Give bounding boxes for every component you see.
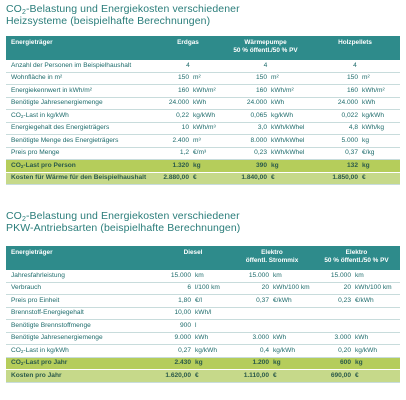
- table-row: [6, 270, 400, 282]
- row-label: Kosten für Wärme für den Beispielhaushalt: [6, 172, 155, 185]
- unit-cell: €: [271, 370, 313, 383]
- row-label: Jahresfahrleistung: [6, 270, 155, 282]
- row-label: Brennstoff-Energiegehalt: [6, 307, 155, 320]
- value-cell: 1.850,00: [310, 172, 360, 185]
- unit-cell: kWh: [271, 332, 313, 345]
- header-elektro-pv: Elektro 50 % öffentl./50 % PV: [313, 246, 400, 270]
- unit-cell: kWh: [269, 97, 310, 110]
- value-cell: 0,37: [310, 147, 360, 160]
- car-title: $CO_2$-Belastung und Energiekosten verschiedener PKW-Antriebsarten (beispielhafte Berechnungen): [6, 210, 241, 234]
- value-cell: 0,022: [310, 110, 360, 123]
- unit-cell: kg: [271, 357, 313, 370]
- value-cell: 160: [155, 85, 191, 98]
- table-row: [6, 60, 400, 72]
- row-label: $CO_2$-Last in kg/kWh: [6, 345, 155, 358]
- unit-cell: €/kWh: [271, 295, 313, 308]
- table-row: [6, 345, 400, 358]
- unit-cell: €/m³: [191, 147, 221, 160]
- row-label: $CO_2$-Last pro Person: [6, 160, 155, 173]
- value-cell: 10,00: [155, 307, 193, 320]
- value-cell: 0,23: [313, 295, 353, 308]
- unit-cell: [353, 320, 400, 333]
- value-cell: 1,80: [155, 295, 193, 308]
- row-label: $CO_2$-Last in kg/kWh: [6, 110, 155, 123]
- row-label: Energiekennwert in kWh/m²: [6, 85, 155, 98]
- car-table: [6, 246, 400, 383]
- unit-cell: [353, 307, 400, 320]
- unit-cell: kg: [269, 160, 310, 173]
- table-row: [6, 97, 400, 110]
- unit-cell: €: [353, 370, 400, 383]
- value-cell: 2.880,00: [155, 172, 191, 185]
- value-cell: 0,065: [221, 110, 269, 123]
- value-cell: 160: [221, 85, 269, 98]
- header-carrier: Energieträger: [6, 246, 155, 270]
- value-cell: 160: [310, 85, 360, 98]
- value-cell: 150: [155, 72, 191, 85]
- value-cell: 3.000: [231, 332, 271, 345]
- value-cell: 4: [310, 60, 400, 72]
- value-cell: 0,22: [155, 110, 191, 123]
- unit-cell: l: [193, 320, 231, 333]
- row-label: Energiegehalt des Energieträgers: [6, 122, 155, 135]
- cost-summary-row: [6, 172, 400, 185]
- table-row: [6, 85, 400, 98]
- value-cell: 9.000: [155, 332, 193, 345]
- unit-cell: €: [191, 172, 221, 185]
- unit-cell: kWh/kWhel: [269, 122, 310, 135]
- unit-cell: kWh/m²: [191, 85, 221, 98]
- unit-cell: kg: [191, 160, 221, 173]
- row-label: Benötigte Menge des Energieträgers: [6, 135, 155, 148]
- value-cell: 150: [221, 72, 269, 85]
- unit-cell: kg: [360, 135, 400, 148]
- unit-cell: m³: [191, 135, 221, 148]
- unit-cell: kWh: [191, 97, 221, 110]
- value-cell: 20: [313, 282, 353, 295]
- value-cell: 1,2: [155, 147, 191, 160]
- row-label: $CO_2$-Last pro Jahr: [6, 357, 155, 370]
- value-cell: 10: [155, 122, 191, 135]
- value-cell: 3,0: [221, 122, 269, 135]
- unit-cell: kg/kWh: [271, 345, 313, 358]
- unit-cell: km: [193, 270, 231, 282]
- row-label: Kosten pro Jahr: [6, 370, 155, 383]
- value-cell: 24.000: [155, 97, 191, 110]
- table-row: [6, 320, 400, 333]
- unit-cell: kWh/100 km: [271, 282, 313, 295]
- value-cell: 20: [231, 282, 271, 295]
- unit-cell: kg: [193, 357, 231, 370]
- unit-cell: m²: [360, 72, 400, 85]
- value-cell: 390: [221, 160, 269, 173]
- value-cell: 2.400: [155, 135, 191, 148]
- value-cell: 15.000: [313, 270, 353, 282]
- unit-cell: kg/kWh: [193, 345, 231, 358]
- header-erdgas: Erdgas: [155, 36, 221, 60]
- value-cell: 24.000: [310, 97, 360, 110]
- value-cell: 5.000: [310, 135, 360, 148]
- unit-cell: kWh/l: [193, 307, 231, 320]
- value-cell: 15.000: [155, 270, 193, 282]
- unit-cell: kWh/kWhel: [269, 135, 310, 148]
- heating-title: $CO_2$-Belastung und Energiekosten verschiedener Heizsysteme (beispielhafte Berechnungen): [6, 3, 240, 27]
- value-cell: [231, 320, 271, 333]
- value-cell: 6: [155, 282, 193, 295]
- value-cell: 132: [310, 160, 360, 173]
- unit-cell: kWh/100 km: [353, 282, 400, 295]
- value-cell: 4,8: [310, 122, 360, 135]
- unit-cell: €: [193, 370, 231, 383]
- value-cell: [313, 307, 353, 320]
- value-cell: 24.000: [221, 97, 269, 110]
- unit-cell: kWh: [353, 332, 400, 345]
- unit-cell: €/l: [193, 295, 231, 308]
- heating-table: [6, 36, 400, 185]
- row-label: Preis pro Menge: [6, 147, 155, 160]
- value-cell: 1.620,00: [155, 370, 193, 383]
- value-cell: [313, 320, 353, 333]
- unit-cell: €/kg: [360, 147, 400, 160]
- unit-cell: kWh/m²: [360, 85, 400, 98]
- table-row: [6, 147, 400, 160]
- row-label: Wohnfläche in m²: [6, 72, 155, 85]
- table-row: [6, 135, 400, 148]
- value-cell: 0,4: [231, 345, 271, 358]
- unit-cell: kWh/kWhel: [269, 147, 310, 160]
- unit-cell: kWh: [360, 97, 400, 110]
- value-cell: 0,20: [313, 345, 353, 358]
- value-cell: 4: [155, 60, 221, 72]
- unit-cell: €: [269, 172, 310, 185]
- table-row: [6, 282, 400, 295]
- value-cell: 3.000: [313, 332, 353, 345]
- unit-cell: kWh/m³: [191, 122, 221, 135]
- value-cell: 600: [313, 357, 353, 370]
- table-row: [6, 72, 400, 85]
- row-label: Benötigte Jahresenergiemenge: [6, 97, 155, 110]
- table-row: [6, 295, 400, 308]
- value-cell: 0,37: [231, 295, 271, 308]
- row-label: Benötigte Brennstoffmenge: [6, 320, 155, 333]
- unit-cell: kWh/kg: [360, 122, 400, 135]
- unit-cell: km: [353, 270, 400, 282]
- value-cell: 1.110,00: [231, 370, 271, 383]
- cost-summary-row: [6, 370, 400, 383]
- unit-cell: €/kWh: [353, 295, 400, 308]
- value-cell: 1.840,00: [221, 172, 269, 185]
- row-label: Preis pro Einheit: [6, 295, 155, 308]
- unit-cell: kg/kWh: [269, 110, 310, 123]
- header-holzpellets: Holzpellets: [310, 36, 400, 60]
- unit-cell: €: [360, 172, 400, 185]
- car-header-row: [6, 246, 400, 270]
- unit-cell: kg: [353, 357, 400, 370]
- value-cell: 150: [310, 72, 360, 85]
- value-cell: 690,00: [313, 370, 353, 383]
- value-cell: 900: [155, 320, 193, 333]
- value-cell: [231, 307, 271, 320]
- unit-cell: m²: [269, 72, 310, 85]
- unit-cell: kg/kWh: [360, 110, 400, 123]
- value-cell: 0,23: [221, 147, 269, 160]
- row-label: Verbrauch: [6, 282, 155, 295]
- unit-cell: kWh/m²: [269, 85, 310, 98]
- unit-cell: kg/kWh: [191, 110, 221, 123]
- unit-cell: kg: [360, 160, 400, 173]
- co2-summary-row: [6, 160, 400, 173]
- table-row: [6, 332, 400, 345]
- unit-cell: kg/kWh: [353, 345, 400, 358]
- unit-cell: m²: [191, 72, 221, 85]
- unit-cell: km: [271, 270, 313, 282]
- value-cell: 4: [221, 60, 310, 72]
- co2-summary-row: [6, 357, 400, 370]
- header-elektro-strommix: Elektro öffentl. Strommix: [231, 246, 313, 270]
- value-cell: 1.200: [231, 357, 271, 370]
- value-cell: 2.430: [155, 357, 193, 370]
- table-row: [6, 122, 400, 135]
- unit-cell: kWh: [193, 332, 231, 345]
- header-diesel: Diesel: [155, 246, 231, 270]
- row-label: Anzahl der Personen im Beispielhaushalt: [6, 60, 155, 72]
- table-row: [6, 110, 400, 123]
- unit-cell: l/100 km: [193, 282, 231, 295]
- header-waermepumpe: Wärmepumpe 50 % öffentl./50 % PV: [221, 36, 310, 60]
- value-cell: 0,27: [155, 345, 193, 358]
- row-label: Benötigte Jahresenergiemenge: [6, 332, 155, 345]
- heating-header-row: [6, 36, 400, 60]
- value-cell: 8.000: [221, 135, 269, 148]
- value-cell: 15.000: [231, 270, 271, 282]
- unit-cell: [271, 320, 313, 333]
- unit-cell: [271, 307, 313, 320]
- table-row: [6, 307, 400, 320]
- header-carrier: Energieträger: [6, 36, 155, 60]
- value-cell: 1.320: [155, 160, 191, 173]
